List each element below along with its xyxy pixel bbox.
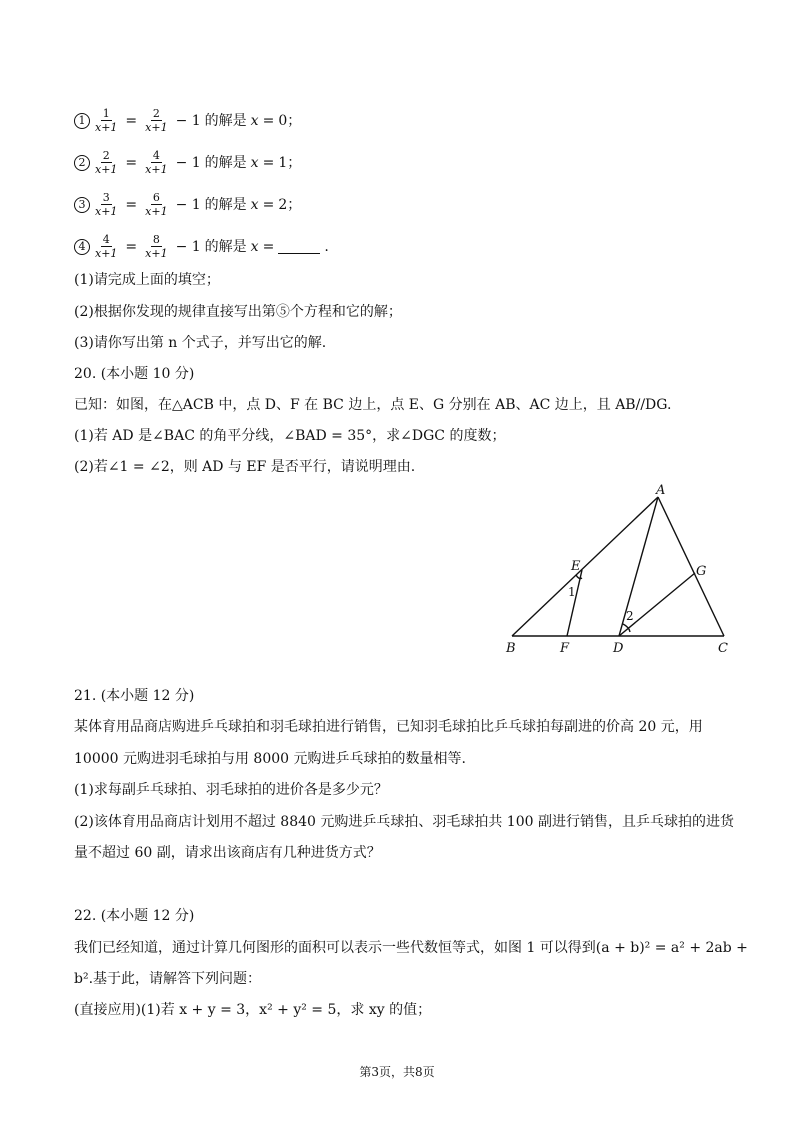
q19-part1: (1)请完成上面的填空； xyxy=(74,272,220,288)
q19-part2: (2)根据你发现的规律直接写出第⑤个方程和它的解； xyxy=(74,304,402,320)
q19-part3: (3)请你写出第 n 个式子，并写出它的解. xyxy=(74,335,327,351)
triangle-figure xyxy=(500,478,740,658)
fraction: $\frac{4}{x+1}$ xyxy=(95,233,118,260)
q21-stem-line2: 10000 元购进羽毛球拍与用 8000 元购进乒乓球拍的数量相等. xyxy=(74,751,466,767)
q21-part2-line2: 量不超过 60 副，请求出该商店有几种进货方式？ xyxy=(74,845,381,861)
circled-number: 4 xyxy=(74,239,90,255)
q20-part1: (1)若 AD 是∠BAC 的角平分线，∠BAD = 35°，求∠DGC 的度数； xyxy=(74,428,506,444)
angle-2-arc xyxy=(623,624,630,632)
circled-number: 2 xyxy=(74,155,90,171)
q21-part2-line1: (2)该体育用品商店计划用不超过 8840 元购进乒乓球拍、羽毛球拍共 100 副进行销售，且乒乓球拍的进货 xyxy=(74,814,734,830)
circled-number: 1 xyxy=(74,113,90,129)
q21-part1: (1)求每副乒乓球拍、羽毛球拍的进价各是多少元？ xyxy=(74,782,388,798)
fraction: $\frac{3}{x+1}$ xyxy=(95,191,118,218)
equation-2: 2 $\frac{2}{x+1}$ = $\frac{4}{x+1}$ − 1 的解是 x = 1； xyxy=(74,149,301,176)
q20-stem: 已知：如图，在△ACB 中，点 D、F 在 BC 边上，点 E、G 分别在 AB、AC 边上，且 AB//DG. xyxy=(74,397,672,413)
fraction: $\frac{2}{x+1}$ xyxy=(95,149,118,176)
segment-EF xyxy=(567,570,582,636)
fraction: $\frac{2}{x+1}$ xyxy=(145,107,168,134)
label-E: E xyxy=(571,559,581,574)
label-C: C xyxy=(718,641,728,656)
label-B: B xyxy=(506,641,516,656)
segment-DG xyxy=(619,573,695,636)
fraction: $\frac{6}{x+1}$ xyxy=(145,191,168,218)
segment-AB xyxy=(512,497,658,636)
q22-header: 22. (本小题 12 分) xyxy=(74,908,195,924)
segment-AC xyxy=(658,497,724,636)
label-A: A xyxy=(656,483,666,498)
q21-header: 21. (本小题 12 分) xyxy=(74,688,195,704)
q20-part2: (2)若∠1 = ∠2，则 AD 与 EF 是否平行，请说明理由. xyxy=(74,459,416,475)
equation-4: 4 $\frac{4}{x+1}$ = $\frac{8}{x+1}$ − 1 的解是 x = . xyxy=(74,233,329,260)
q22-stem-line1: 我们已经知道，通过计算几何图形的面积可以表示一些代数恒等式，如图 1 可以得到(a + b)² = a² + 2ab + xyxy=(74,940,748,956)
fraction: $\frac{1}{x+1}$ xyxy=(95,107,118,134)
label-G: G xyxy=(696,564,707,579)
page-footer: 第3页，共8页 xyxy=(359,1065,435,1079)
circled-number: 3 xyxy=(74,197,90,213)
fraction: $\frac{4}{x+1}$ xyxy=(145,149,168,176)
q22-stem-line2: b².基于此，请解答下列问题： xyxy=(74,971,262,987)
label-angle-2: 2 xyxy=(626,609,634,623)
fraction: $\frac{8}{x+1}$ xyxy=(145,233,168,260)
label-F: F xyxy=(560,641,570,656)
segment-AD xyxy=(619,497,658,636)
q20-header: 20. (本小题 10 分) xyxy=(74,366,195,382)
answer-blank[interactable] xyxy=(278,239,320,254)
equation-1: 1 $\frac{1}{x+1}$ = $\frac{2}{x+1}$ − 1 的解是 x = 0； xyxy=(74,107,301,134)
q21-stem-line1: 某体育用品商店购进乒乓球拍和羽毛球拍进行销售，已知羽毛球拍比乒乓球拍每副进的价高 20 元，用 xyxy=(74,719,703,735)
q22-part1: (直接应用)(1)若 x + y = 3，x² + y² = 5，求 xy 的值； xyxy=(74,1002,432,1018)
label-D: D xyxy=(613,641,624,656)
equation-3: 3 $\frac{3}{x+1}$ = $\frac{6}{x+1}$ − 1 的解是 x = 2； xyxy=(74,191,301,218)
label-angle-1: 1 xyxy=(568,585,576,599)
